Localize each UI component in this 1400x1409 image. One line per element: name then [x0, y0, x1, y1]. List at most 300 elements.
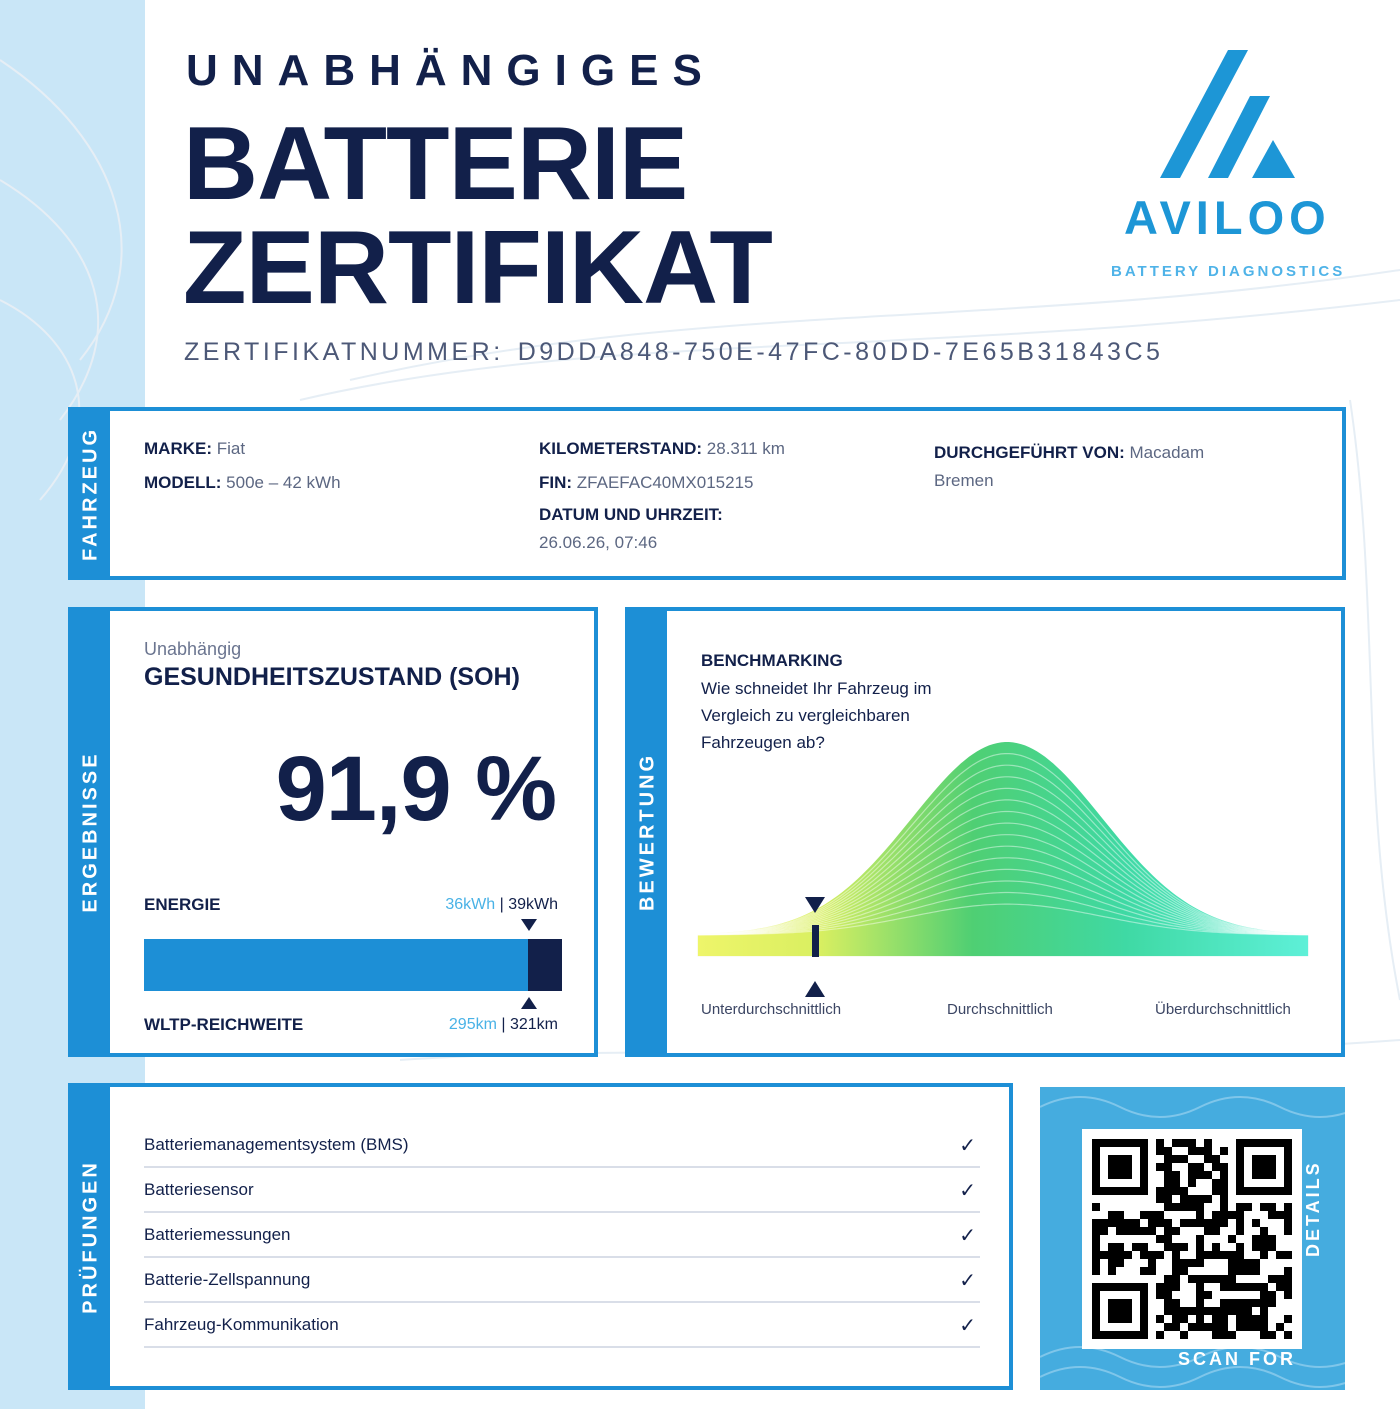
qr-module — [1164, 1171, 1172, 1179]
qr-module — [1220, 1187, 1228, 1195]
qr-module — [1140, 1267, 1148, 1275]
brand-field — [144, 439, 245, 459]
energy-separator: | — [495, 896, 509, 913]
qr-module — [1108, 1259, 1116, 1267]
qr-module — [1164, 1323, 1172, 1331]
qr-code-icon — [1082, 1129, 1302, 1349]
qr-module — [1180, 1187, 1188, 1195]
qr-module — [1228, 1331, 1236, 1339]
qr-module — [1236, 1227, 1244, 1235]
qr-module — [1196, 1235, 1204, 1243]
performed-by-value-2: Bremen — [934, 471, 994, 490]
checkmark-icon: ✓ — [959, 1135, 976, 1157]
qr-module — [1164, 1155, 1172, 1163]
checks-tab — [72, 1087, 110, 1386]
qr-module — [1284, 1315, 1292, 1323]
qr-module — [1268, 1275, 1276, 1283]
wltp-total: 321km — [509, 1016, 558, 1033]
certificate-number-value: D9DDA848-750E-47FC-80DD-7E65B31843C5 — [517, 338, 1164, 366]
qr-module — [1188, 1147, 1196, 1155]
qr-module — [1260, 1315, 1268, 1323]
qr-module — [1228, 1299, 1236, 1307]
qr-code[interactable] — [1082, 1129, 1302, 1349]
qr-module — [1164, 1235, 1172, 1243]
energy-current: 36kWh — [445, 896, 496, 913]
results-tab — [72, 611, 110, 1053]
qr-module — [1180, 1195, 1188, 1203]
qr-module — [1172, 1275, 1180, 1283]
qr-module — [1140, 1211, 1148, 1219]
certificate-number — [184, 338, 1163, 367]
qr-module — [1172, 1323, 1180, 1331]
qr-module — [1212, 1315, 1220, 1323]
qr-module — [1236, 1219, 1244, 1227]
qr-module — [1092, 1219, 1100, 1227]
qr-module — [1156, 1235, 1164, 1243]
qr-finder-pattern — [1108, 1299, 1132, 1323]
checkmark-icon: ✓ — [959, 1315, 976, 1337]
axis-average: Durchschnittlich — [947, 1001, 1053, 1018]
qr-module — [1236, 1283, 1244, 1291]
qr-module — [1220, 1283, 1228, 1291]
qr-module — [1204, 1307, 1212, 1315]
vin-field — [539, 473, 754, 493]
vin-value: ZFAEFAC40MX015215 — [576, 473, 754, 492]
qr-module — [1204, 1227, 1212, 1235]
qr-module — [1212, 1163, 1220, 1171]
bell-curve — [697, 742, 1309, 957]
qr-module — [1244, 1283, 1252, 1291]
qr-module — [1140, 1243, 1148, 1251]
vin-label: FIN: — [539, 473, 573, 492]
axis-below-average: Unterdurchschnittlich — [701, 1001, 842, 1018]
qr-module — [1204, 1323, 1212, 1331]
qr-module — [1276, 1275, 1284, 1283]
soh-bar-track — [144, 939, 562, 991]
checkmark-icon: ✓ — [959, 1180, 976, 1202]
qr-module — [1204, 1251, 1212, 1259]
qr-module — [1276, 1211, 1284, 1219]
qr-module — [1260, 1251, 1268, 1259]
qr-module — [1116, 1211, 1124, 1219]
qr-module — [1284, 1331, 1292, 1339]
vehicle-tab — [72, 411, 110, 576]
checkmark-icon: ✓ — [959, 1225, 976, 1247]
qr-module — [1156, 1211, 1164, 1219]
qr-module — [1284, 1251, 1292, 1259]
qr-module — [1204, 1139, 1212, 1147]
qr-module — [1172, 1299, 1180, 1307]
qr-module — [1116, 1219, 1124, 1227]
qr-module — [1156, 1219, 1164, 1227]
qr-module — [1220, 1299, 1228, 1307]
check-row — [144, 1168, 980, 1213]
qr-module — [1212, 1323, 1220, 1331]
qr-module — [1180, 1331, 1188, 1339]
soh-bar-fill — [144, 939, 528, 991]
qr-module — [1172, 1307, 1180, 1315]
qr-module — [1220, 1315, 1228, 1323]
qr-module — [1228, 1211, 1236, 1219]
qr-module — [1236, 1267, 1244, 1275]
wltp-current: 295km — [448, 1016, 497, 1033]
qr-module — [1156, 1163, 1164, 1171]
qr-module — [1172, 1139, 1180, 1147]
benchmark-distribution — [697, 711, 1317, 1011]
qr-module — [1212, 1179, 1220, 1187]
qr-module — [1220, 1211, 1228, 1219]
qr-module — [1180, 1243, 1188, 1251]
qr-module — [1212, 1155, 1220, 1163]
qr-module — [1188, 1323, 1196, 1331]
qr-module — [1164, 1291, 1172, 1299]
qr-module — [1188, 1259, 1196, 1267]
qr-module — [1252, 1283, 1260, 1291]
qr-module — [1268, 1243, 1276, 1251]
certificate-title — [183, 106, 772, 326]
qr-module — [1284, 1219, 1292, 1227]
qr-module — [1196, 1147, 1204, 1155]
assessment-tab — [629, 611, 667, 1053]
qr-module — [1284, 1227, 1292, 1235]
qr-module — [1092, 1227, 1100, 1235]
qr-module — [1180, 1259, 1188, 1267]
qr-module — [1156, 1139, 1164, 1147]
qr-module — [1220, 1179, 1228, 1187]
qr-module — [1132, 1243, 1140, 1251]
qr-module — [1156, 1195, 1164, 1203]
qr-module — [1220, 1275, 1228, 1283]
qr-module — [1252, 1219, 1260, 1227]
check-label: Batteriesensor — [144, 1180, 254, 1199]
qr-module — [1204, 1147, 1212, 1155]
qr-module — [1164, 1299, 1172, 1307]
qr-module — [1164, 1163, 1172, 1171]
qr-module — [1124, 1251, 1132, 1259]
qr-module — [1260, 1235, 1268, 1243]
qr-module — [1156, 1251, 1164, 1259]
qr-module — [1276, 1251, 1284, 1259]
qr-module — [1156, 1291, 1164, 1299]
qr-module — [1236, 1211, 1244, 1219]
qr-module — [1268, 1235, 1276, 1243]
checks-tab-label: PRÜFUNGEN — [79, 1159, 102, 1314]
qr-module — [1244, 1299, 1252, 1307]
qr-module — [1116, 1259, 1124, 1267]
qr-module — [1148, 1251, 1156, 1259]
qr-module — [1196, 1275, 1204, 1283]
qr-module — [1284, 1283, 1292, 1291]
qr-module — [1116, 1243, 1124, 1251]
qr-module — [1196, 1203, 1204, 1211]
qr-module — [1148, 1267, 1156, 1275]
qr-module — [1188, 1307, 1196, 1315]
benchmark-question: Wie schneidet Ihr Fahrzeug im Vergleich zu vergleichbaren Fahrzeugen ab? — [701, 679, 932, 752]
qr-module — [1244, 1307, 1252, 1315]
qr-module — [1212, 1211, 1220, 1219]
qr-module — [1268, 1291, 1276, 1299]
qr-module — [1188, 1219, 1196, 1227]
qr-module — [1260, 1243, 1268, 1251]
model-value: 500e – 42 kWh — [226, 473, 341, 492]
wltp-label: WLTP-REICHWEITE — [144, 1015, 304, 1034]
qr-module — [1164, 1219, 1172, 1227]
energy-values — [445, 896, 558, 914]
qr-module — [1228, 1235, 1236, 1243]
qr-module — [1092, 1203, 1100, 1211]
qr-module — [1148, 1219, 1156, 1227]
qr-module — [1236, 1259, 1244, 1267]
qr-module — [1284, 1267, 1292, 1275]
checkmark-icon: ✓ — [959, 1270, 976, 1292]
qr-module — [1164, 1147, 1172, 1155]
qr-module — [1204, 1171, 1212, 1179]
qr-module — [1180, 1219, 1188, 1227]
qr-module — [1244, 1323, 1252, 1331]
qr-module — [1196, 1315, 1204, 1323]
check-label: Batterie-Zellspannung — [144, 1270, 311, 1289]
certificate-number-label: ZERTIFIKATNUMMER: — [184, 338, 504, 366]
qr-module — [1220, 1251, 1228, 1259]
qr-module — [1172, 1227, 1180, 1235]
qr-module — [1092, 1235, 1100, 1243]
qr-module — [1124, 1219, 1132, 1227]
qr-module — [1212, 1219, 1220, 1227]
soh-marker-top — [521, 919, 537, 931]
qr-module — [1172, 1155, 1180, 1163]
qr-module — [1212, 1331, 1220, 1339]
qr-module — [1212, 1187, 1220, 1195]
qr-details-text: DETAILS — [1303, 1160, 1323, 1257]
mileage-value: 28.311 km — [706, 439, 785, 458]
qr-scan-text: SCAN FOR — [1178, 1349, 1296, 1369]
qr-module — [1268, 1299, 1276, 1307]
qr-module — [1284, 1211, 1292, 1219]
qr-module — [1156, 1147, 1164, 1155]
qr-module — [1164, 1179, 1172, 1187]
soh-caption: Unabhängig — [144, 639, 242, 659]
qr-module — [1228, 1259, 1236, 1267]
qr-module — [1252, 1243, 1260, 1251]
qr-module — [1108, 1251, 1116, 1259]
qr-module — [1252, 1259, 1260, 1267]
check-row — [144, 1258, 980, 1303]
qr-module — [1100, 1227, 1108, 1235]
qr-module — [1204, 1291, 1212, 1299]
qr-module — [1236, 1299, 1244, 1307]
qr-module — [1180, 1203, 1188, 1211]
brand-label: MARKE: — [144, 439, 212, 458]
qr-module — [1156, 1315, 1164, 1323]
qr-module — [1220, 1307, 1228, 1315]
qr-finder-pattern — [1108, 1155, 1132, 1179]
qr-module — [1092, 1259, 1100, 1267]
date-label: DATUM UND UHRZEIT: — [539, 505, 723, 524]
qr-module — [1180, 1267, 1188, 1275]
qr-module — [1172, 1243, 1180, 1251]
qr-module — [1140, 1251, 1148, 1259]
check-row — [144, 1303, 980, 1348]
qr-module — [1172, 1179, 1180, 1187]
qr-module — [1092, 1251, 1100, 1259]
qr-module — [1156, 1187, 1164, 1195]
qr-module — [1268, 1203, 1276, 1211]
qr-panel[interactable] — [1040, 1087, 1345, 1390]
qr-module — [1196, 1251, 1204, 1259]
certificate-subtitle: UNABHÄNGIGES — [186, 46, 716, 95]
qr-module — [1228, 1307, 1236, 1315]
qr-module — [1244, 1203, 1252, 1211]
qr-module — [1100, 1219, 1108, 1227]
qr-module — [1252, 1267, 1260, 1275]
qr-module — [1196, 1283, 1204, 1291]
qr-module — [1196, 1243, 1204, 1251]
qr-module — [1148, 1259, 1156, 1267]
check-label: Fahrzeug-Kommunikation — [144, 1315, 339, 1334]
qr-module — [1212, 1251, 1220, 1259]
qr-module — [1204, 1155, 1212, 1163]
axis-above-average: Überdurchschnittlich — [1155, 1001, 1291, 1018]
qr-module — [1172, 1283, 1180, 1291]
qr-module — [1244, 1259, 1252, 1267]
qr-module — [1196, 1299, 1204, 1307]
qr-module — [1092, 1267, 1100, 1275]
mileage-field — [539, 439, 785, 459]
mileage-label: KILOMETERSTAND: — [539, 439, 703, 458]
qr-module — [1220, 1203, 1228, 1211]
qr-module — [1132, 1227, 1140, 1235]
wltp-separator: | — [496, 1016, 510, 1033]
qr-module — [1092, 1243, 1100, 1251]
qr-module — [1204, 1195, 1212, 1203]
wltp-values — [449, 1016, 558, 1034]
qr-module — [1172, 1315, 1180, 1323]
qr-module — [1196, 1219, 1204, 1227]
model-field — [144, 473, 341, 493]
qr-module — [1284, 1275, 1292, 1283]
qr-module — [1172, 1187, 1180, 1195]
soh-marker-bottom — [521, 997, 537, 1009]
qr-module — [1188, 1275, 1196, 1283]
qr-module — [1244, 1267, 1252, 1275]
qr-module — [1268, 1331, 1276, 1339]
qr-module — [1228, 1267, 1236, 1275]
qr-module — [1260, 1227, 1268, 1235]
qr-module — [1204, 1275, 1212, 1283]
qr-module — [1268, 1211, 1276, 1219]
logo-tagline: BATTERY DIAGNOSTICS — [1111, 263, 1346, 280]
assessment-panel — [625, 607, 1345, 1057]
qr-module — [1172, 1251, 1180, 1259]
qr-module — [1108, 1219, 1116, 1227]
energy-total: 39kWh — [508, 896, 558, 913]
qr-module — [1236, 1243, 1244, 1251]
qr-module — [1284, 1291, 1292, 1299]
qr-module — [1196, 1171, 1204, 1179]
checks-panel — [68, 1083, 1013, 1390]
logo-wordmark: AVILOO — [1124, 191, 1331, 244]
performed-by-value-1: Macadam — [1129, 443, 1205, 462]
qr-module — [1220, 1331, 1228, 1339]
qr-module — [1196, 1291, 1204, 1299]
performed-by-label: DURCHGEFÜHRT VON: — [934, 443, 1125, 462]
qr-module — [1212, 1307, 1220, 1315]
qr-module — [1164, 1227, 1172, 1235]
qr-module — [1148, 1227, 1156, 1235]
qr-module — [1252, 1235, 1260, 1243]
soh-title: GESUNDHEITSZUSTAND (SOH) — [144, 663, 520, 691]
qr-module — [1172, 1203, 1180, 1211]
qr-module — [1164, 1195, 1172, 1203]
check-row — [144, 1123, 980, 1168]
qr-module — [1108, 1243, 1116, 1251]
soh-value: 91,9 % — [275, 738, 556, 840]
qr-module — [1132, 1219, 1140, 1227]
date-value: 26.06.26, 07:46 — [539, 533, 658, 552]
vehicle-tab-label: FAHRZEUG — [79, 426, 102, 561]
aviloo-logo-icon — [1110, 48, 1350, 288]
qr-module — [1188, 1179, 1196, 1187]
qr-module — [1116, 1227, 1124, 1235]
qr-module — [1196, 1163, 1204, 1171]
performed-by-field — [934, 439, 1204, 495]
qr-module — [1188, 1139, 1196, 1147]
qr-module — [1140, 1227, 1148, 1235]
qr-module — [1196, 1307, 1204, 1315]
results-tab-label: ERGEBNISSE — [79, 751, 102, 913]
qr-module — [1252, 1323, 1260, 1331]
vehicle-panel — [68, 407, 1346, 580]
qr-module — [1124, 1227, 1132, 1235]
qr-module — [1260, 1307, 1268, 1315]
qr-module — [1236, 1251, 1244, 1259]
qr-module — [1180, 1139, 1188, 1147]
qr-module — [1260, 1291, 1268, 1299]
qr-module — [1220, 1219, 1228, 1227]
energy-label: ENERGIE — [144, 895, 221, 914]
check-label: Batteriemanagementsystem (BMS) — [144, 1135, 409, 1154]
qr-module — [1220, 1195, 1228, 1203]
qr-module — [1108, 1267, 1116, 1275]
check-row — [144, 1213, 980, 1258]
qr-module — [1228, 1283, 1236, 1291]
qr-module — [1220, 1147, 1228, 1155]
qr-module — [1156, 1331, 1164, 1339]
qr-module — [1220, 1323, 1228, 1331]
qr-module — [1260, 1203, 1268, 1211]
qr-module — [1116, 1251, 1124, 1259]
qr-module — [1164, 1203, 1172, 1211]
qr-module — [1252, 1315, 1260, 1323]
qr-module — [1212, 1227, 1220, 1235]
results-panel — [68, 607, 598, 1057]
qr-module — [1172, 1259, 1180, 1267]
checks-list — [144, 1123, 980, 1348]
brand-value: Fiat — [216, 439, 246, 458]
qr-module — [1180, 1307, 1188, 1315]
qr-module — [1188, 1195, 1196, 1203]
qr-module — [1252, 1299, 1260, 1307]
qr-module — [1260, 1299, 1268, 1307]
assessment-tab-label: BEWERTUNG — [636, 752, 659, 912]
qr-module — [1164, 1283, 1172, 1291]
qr-module — [1164, 1187, 1172, 1195]
qr-module — [1196, 1259, 1204, 1267]
qr-module — [1244, 1315, 1252, 1323]
model-label: MODELL: — [144, 473, 222, 492]
qr-module — [1108, 1211, 1116, 1219]
qr-module — [1164, 1307, 1172, 1315]
